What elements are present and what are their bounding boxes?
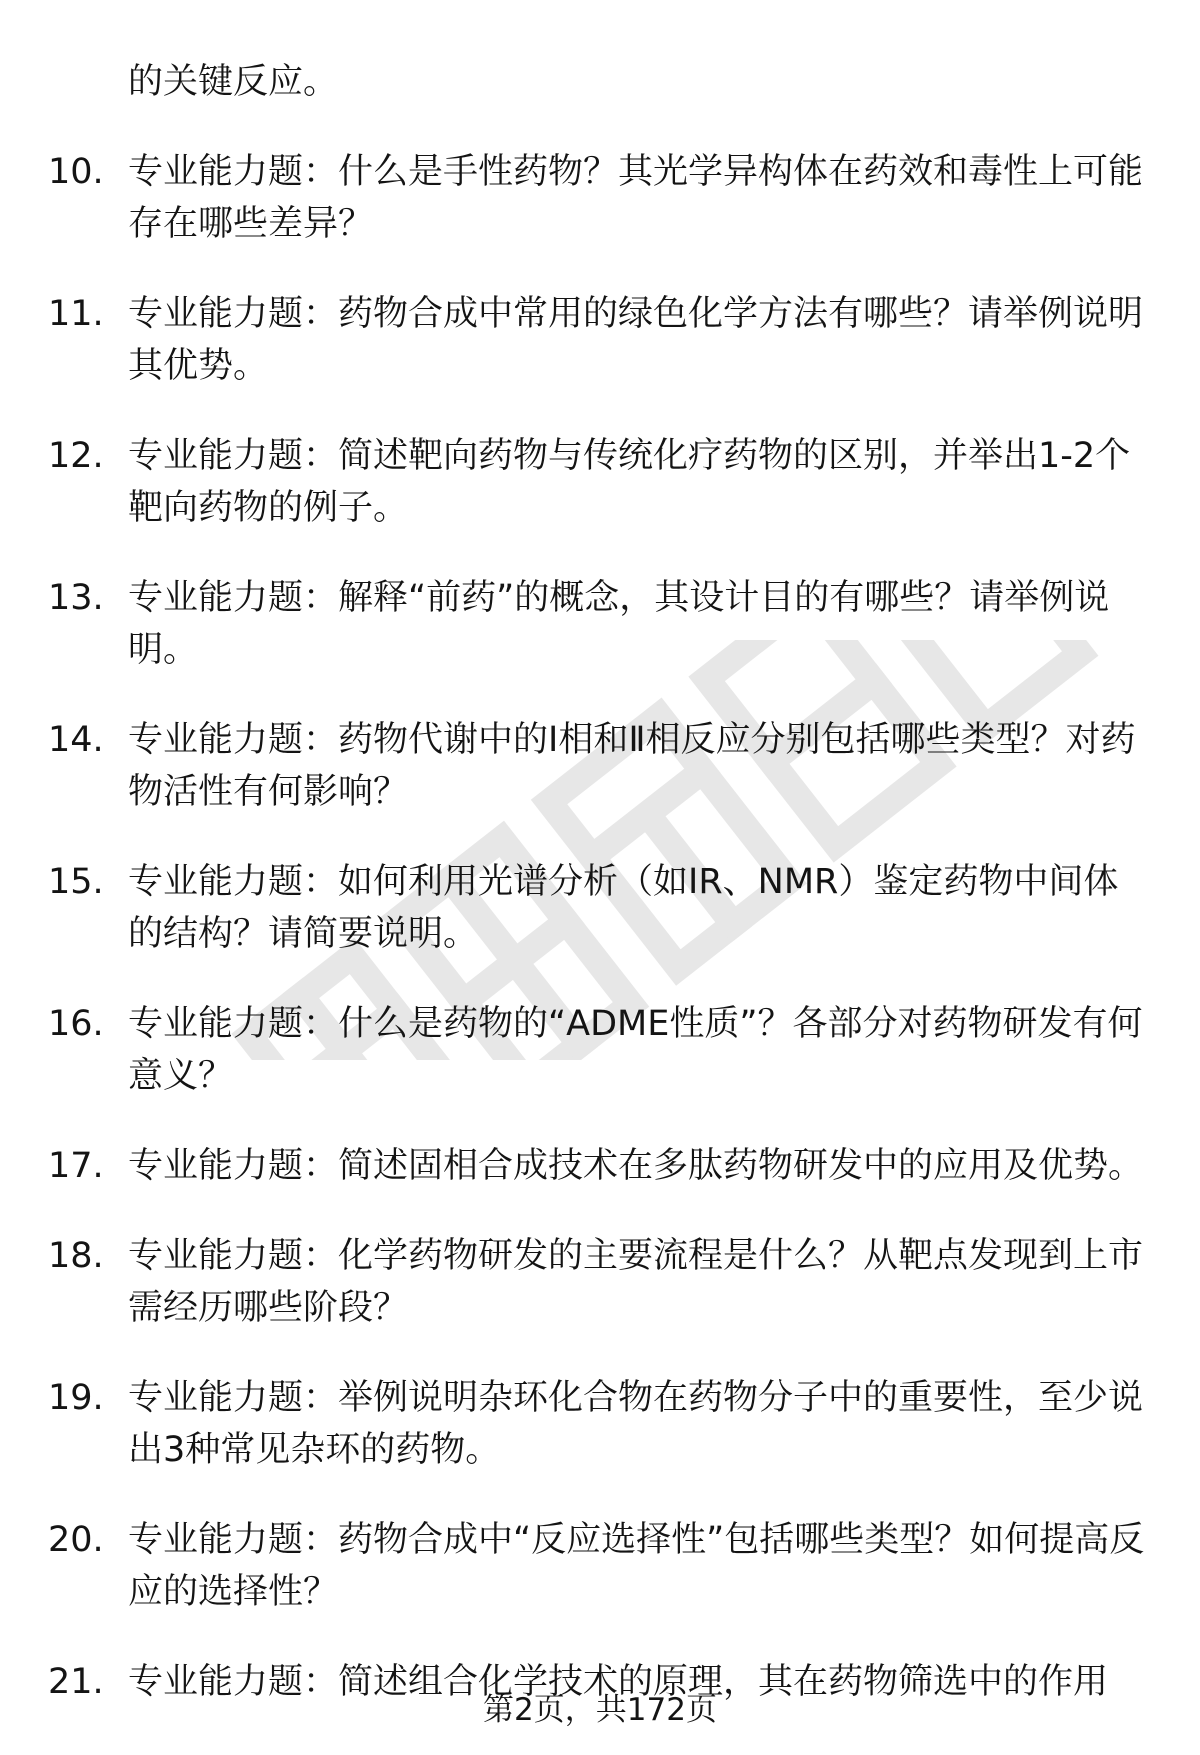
question-item	[0, 1514, 1200, 1618]
question-number: 16.	[48, 1004, 104, 1044]
question-number: 21.	[48, 1662, 104, 1702]
question-item	[0, 856, 1200, 960]
question-item	[0, 1372, 1200, 1476]
question-number: 12.	[48, 436, 104, 476]
question-item	[0, 998, 1200, 1102]
question-item	[0, 714, 1200, 818]
question-text: 专业能力题：简述组合化学技术的原理，其在药物筛选中的作用	[128, 1662, 1109, 1702]
question-item	[0, 572, 1200, 676]
question-item	[0, 1140, 1200, 1192]
question-text: 专业能力题：解释“前药”的概念，其设计目的有哪些？请举例说明。	[128, 578, 1110, 670]
question-number: 20.	[48, 1520, 104, 1560]
question-text: 专业能力题：药物合成中“反应选择性”包括哪些类型？如何提高反应的选择性？	[128, 1520, 1145, 1612]
question-list	[0, 56, 1200, 1746]
question-text: 专业能力题：化学药物研发的主要流程是什么？从靶点发现到上市需经历哪些阶段？	[128, 1236, 1144, 1328]
question-number: 13.	[48, 578, 104, 618]
question-number: 10.	[48, 152, 104, 192]
question-number: 19.	[48, 1378, 104, 1418]
question-number: 14.	[48, 720, 104, 760]
question-text: 专业能力题：简述固相合成技术在多肽药物研发中的应用及优势。	[128, 1146, 1144, 1186]
question-number: 11.	[48, 294, 104, 334]
question-item	[0, 430, 1200, 534]
question-item	[0, 146, 1200, 250]
question-text: 专业能力题：如何利用光谱分析（如IR、NMR）鉴定药物中间体的结构？请简要说明。	[128, 862, 1119, 954]
question-number: 17.	[48, 1146, 104, 1186]
question-text: 专业能力题：什么是手性药物？其光学异构体在药效和毒性上可能存在哪些差异？	[128, 152, 1144, 244]
question-text: 专业能力题：药物合成中常用的绿色化学方法有哪些？请举例说明其优势。	[128, 294, 1144, 386]
question-item	[0, 1230, 1200, 1334]
page-number: 第2页，共172页	[483, 1692, 717, 1728]
question-number: 15.	[48, 862, 104, 902]
question-number: 18.	[48, 1236, 104, 1276]
question-text: 专业能力题：什么是药物的“ADME性质”？各部分对药物研发有何意义？	[128, 1004, 1143, 1096]
question-text: 专业能力题：举例说明杂环化合物在药物分子中的重要性，至少说出3种常见杂环的药物。	[128, 1378, 1144, 1470]
question-text: 专业能力题：药物代谢中的Ⅰ相和Ⅱ相反应分别包括哪些类型？对药物活性有何影响？	[128, 720, 1136, 812]
continuation-text: 的关键反应。	[128, 62, 339, 102]
question-text: 专业能力题：简述靶向药物与传统化疗药物的区别，并举出1-2个靶向药物的例子。	[128, 436, 1131, 528]
question-item	[0, 288, 1200, 392]
